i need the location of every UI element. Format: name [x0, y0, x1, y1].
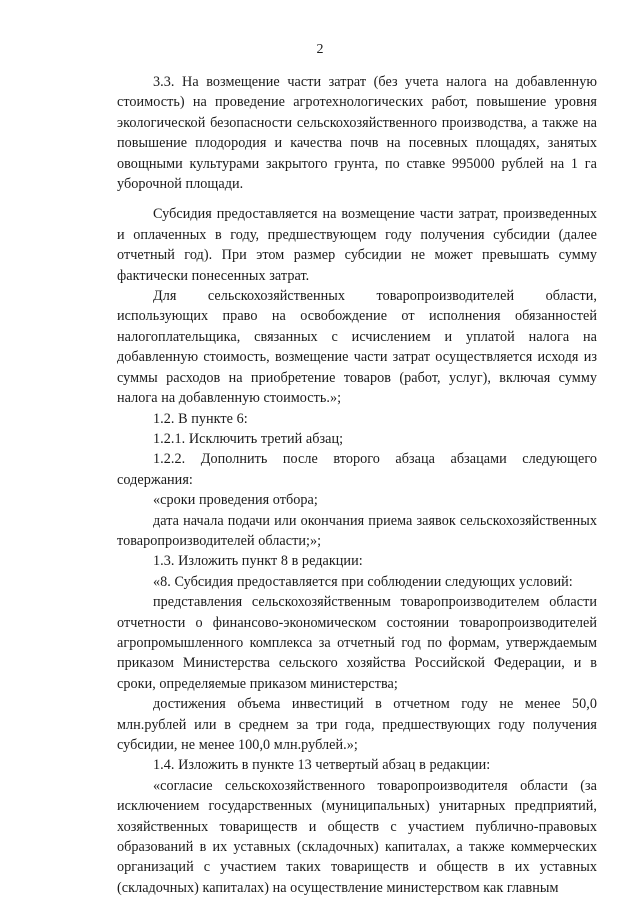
paragraph-vat-exempt: Для сельскохозяйственных товаропроизводителей области, использующих право на освобождение от исполнения обязанностей налогоплательщика, связанных с исчислением и уплатой налога на добавленную стоимость, возмещение части затрат осуществляется исходя из суммы расходов на приобретение товаров (работ, услуг), включая сумму налога на добавленную стоимость.»;: [117, 288, 597, 407]
paragraph-1-4: 1.4. Изложить в пункте 13 четвертый абзац в редакции:: [153, 757, 491, 774]
paragraph-application-dates: дата начала подачи или окончания приема заявок сельскохозяйственных товаропроизводителей области;»;: [117, 512, 597, 549]
paragraph-8-conditions: «8. Субсидия предоставляется при соблюдении следующих условий:: [153, 573, 573, 590]
paragraph-1-3: 1.3. Изложить пункт 8 в редакции:: [153, 553, 363, 570]
paragraph-selection-terms: «сроки проведения отбора;: [153, 492, 318, 509]
paragraph-1-2-2: 1.2.2. Дополнить после второго абзаца абзацами следующего содержания:: [117, 451, 597, 488]
paragraph-subsidy-basis: Субсидия предоставляется на возмещение части затрат, произведенных и оплаченных в году, предшествующем году получения субсидии (далее отчетный год). При этом размер субсидии не может превышать сумму фактически понесенных затрат.: [117, 206, 597, 284]
paragraph-investments: достижения объема инвестиций в отчетном году не менее 50,0 млн.рублей или в среднем за три года, предшествующих году получения субсидии, не менее 100,0 млн.рублей.»;: [117, 696, 597, 753]
paragraph-reporting: представления сельскохозяйственным товаропроизводителем области отчетности о финансово-экономическом состоянии товаропроизводителей агропромышленного комплекса за отчетный год по формам, утверждаемым приказом Министерства сельского хозяйства Российской Федерации, и в сроки, определяемые приказом министерства;: [117, 594, 597, 692]
paragraph-1-2: 1.2. В пункте 6:: [153, 410, 248, 427]
paragraph-3-3: 3.3. На возмещение части затрат (без учета налога на добавленную стоимость) на проведение агротехнологических работ, повышение уровня экологической безопасности сельскохозяйственного производства, а также на повышение плодородия и качества почв на посевных площадях, занятых овощными культурами закрытого грунта, по ставке 995000 рублей на 1 га уборочной площади.: [117, 74, 597, 193]
paragraph-consent: «согласие сельскохозяйственного товаропроизводителя области (за исключением государственных (муниципальных) унитарных предприятий, хозяйственных товариществ и обществ с участием публично-правовых образований в их уставных (складочных) капиталах, а также коммерческих организаций с участием таких товариществ и обществ в их уставных (складочных) капиталах) на осуществление министерством как главным: [117, 777, 597, 896]
page-number: 2: [316, 42, 324, 57]
paragraph-1-2-1: 1.2.1. Исключить третий абзац;: [153, 430, 344, 447]
